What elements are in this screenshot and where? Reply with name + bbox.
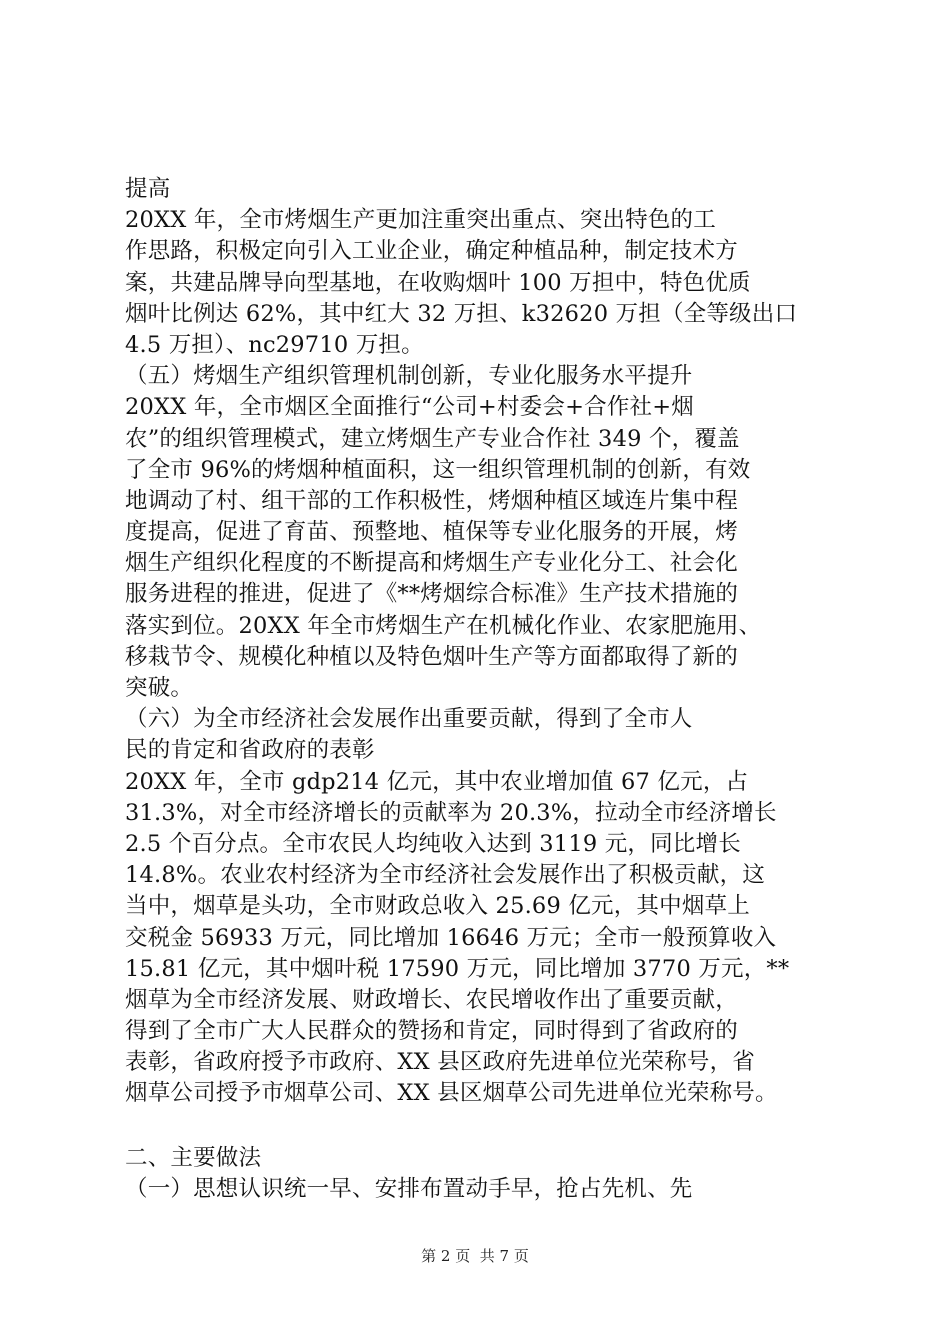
text-line: 落实到位。20XX 年全市烤烟生产在机械化作业、农家肥施用、 bbox=[125, 612, 762, 639]
page-number-label: 第 2 页 共 7 页 bbox=[421, 1247, 529, 1265]
text-line: 15.81 亿元，其中烟叶税 17590 万元，同比增加 3770 万元，** bbox=[125, 955, 790, 982]
text-line: 交税金 56933 万元，同比增加 16646 万元；全市一般预算收入 bbox=[125, 924, 777, 951]
text-line: 地调动了村、组干部的工作积极性，烤烟种植区域连片集中程 bbox=[125, 487, 738, 514]
text-line: 烟草公司授予市烟草公司、XX 县区烟草公司先进单位光荣称号。 bbox=[125, 1080, 778, 1107]
text-line: 服务进程的推进，促进了《**烤烟综合标准》生产技术措施的 bbox=[125, 581, 739, 608]
text-line: 烟叶比例达 62%，其中红大 32 万担、k32620 万担（全等级出口 bbox=[125, 300, 798, 327]
text-line: 20XX 年，全市烟区全面推行“公司+村委会+合作社+烟 bbox=[125, 394, 694, 421]
text-line: （五）烤烟生产组织管理机制创新，专业化服务水平提升 bbox=[125, 363, 693, 390]
text-line: 31.3%，对全市经济增长的贡献率为 20.3%，拉动全市经济增长 bbox=[125, 799, 777, 826]
text-line: 当中，烟草是头功，全市财政总收入 25.69 亿元，其中烟草上 bbox=[125, 893, 750, 920]
text-line: 表彰，省政府授予市政府、XX 县区政府先进单位光荣称号，省 bbox=[125, 1049, 755, 1076]
text-line: 了全市 96%的烤烟种植面积，这一组织管理机制的创新，有效 bbox=[125, 456, 751, 483]
text-line: 2.5 个百分点。全市农民人均纯收入达到 3119 元，同比增长 bbox=[125, 830, 741, 857]
text-line: 案，共建品牌导向型基地，在收购烟叶 100 万担中，特色优质 bbox=[125, 269, 751, 296]
text-line: （一）思想认识统一早、安排布置动手早，抢占先机、先 bbox=[125, 1175, 693, 1202]
text-line: 4.5 万担）、nc29710 万担。 bbox=[125, 331, 424, 358]
text-line: 度提高，促进了育苗、预整地、植保等专业化服务的开展，烤 bbox=[125, 519, 738, 546]
text-line: 突破。 bbox=[125, 675, 194, 701]
text-line: 烟草为全市经济发展、财政增长、农民增收作出了重要贡献， bbox=[125, 986, 738, 1013]
text-line: 民的肯定和省政府的表彰 bbox=[125, 737, 375, 764]
document-body bbox=[125, 174, 839, 1205]
text-line: 14.8%。农业农村经济为全市经济社会发展作出了积极贡献，这 bbox=[125, 862, 765, 889]
text-line: 烟生产组织化程度的不断提高和烤烟生产专业化分工、社会化 bbox=[125, 550, 738, 577]
text-line: （六）为全市经济社会发展作出重要贡献，得到了全市人 bbox=[125, 706, 693, 733]
text-line: 农”的组织管理模式，建立烤烟生产专业合作社 349 个，覆盖 bbox=[125, 425, 740, 452]
page-footer bbox=[0, 1246, 950, 1266]
text-line: 得到了全市广大人民群众的赞扬和肯定，同时得到了省政府的 bbox=[125, 1018, 738, 1045]
text-line: 提高 bbox=[125, 176, 171, 202]
text-line: 二、主要做法 bbox=[125, 1144, 262, 1171]
text-line: 作思路，积极定向引入工业企业，确定种植品种，制定技术方 bbox=[125, 238, 738, 265]
text-line bbox=[125, 1110, 839, 1143]
text-line: 20XX 年，全市 gdp214 亿元，其中农业增加值 67 亿元，占 bbox=[125, 768, 749, 795]
text-line: 20XX 年，全市烤烟生产更加注重突出重点、突出特色的工 bbox=[125, 207, 716, 234]
text-line: 移栽节令、规模化种植以及特色烟叶生产等方面都取得了新的 bbox=[125, 643, 738, 670]
